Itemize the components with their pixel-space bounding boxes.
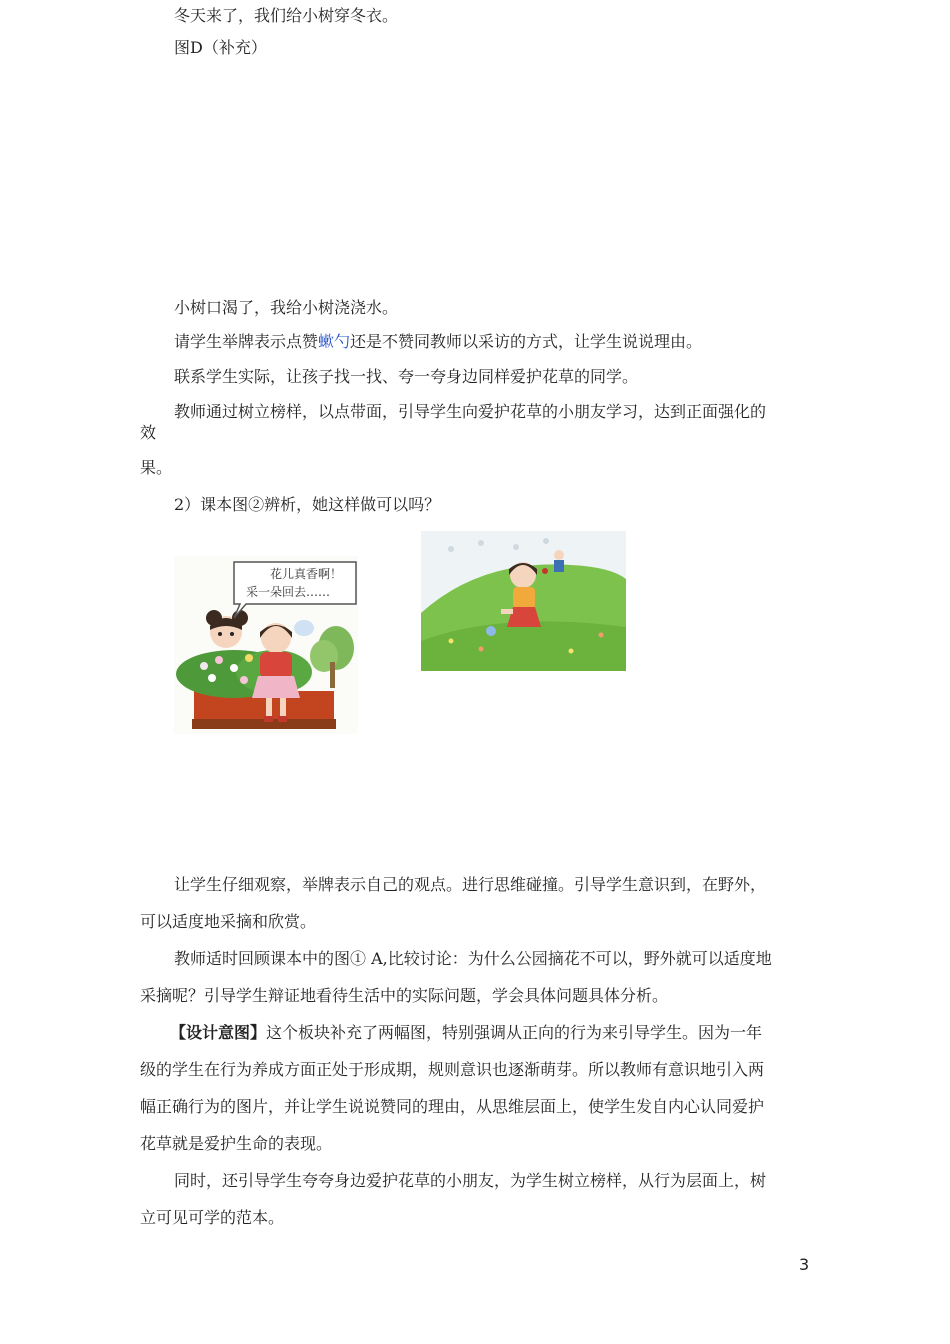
girl-meadow-drawing bbox=[421, 531, 626, 671]
text-line: 联系学生实际，让孩子找一找、夸一夸身边同样爱护花草的同学。 bbox=[174, 367, 639, 386]
text-line: 幅正确行为的图片，并让学生说说赞同的理由，从思维层面上，使学生发自内心认同爱护 bbox=[140, 1097, 765, 1116]
figure-caption: 图D（补充） bbox=[174, 38, 267, 57]
text-line: 级的学生在行为养成方面正处于形成期，规则意识也逐渐萌芽。所以教师有意识地引入两 bbox=[140, 1060, 765, 1079]
page-number: 3 bbox=[799, 1255, 810, 1274]
text-line: 让学生仔细观察，举牌表示自己的观点。进行思维碰撞。引导学生意识到，在野外， bbox=[174, 875, 767, 894]
speech-bubble-line: 花儿真香啊！ bbox=[270, 567, 343, 581]
text-segment: 这个板块补充了两幅图，特别强调从正向的行为来引导学生。因为一年 bbox=[266, 1023, 763, 1042]
link-text[interactable]: 𧐁勺 bbox=[318, 332, 351, 351]
design-intent-label: 【设计意图】 bbox=[170, 1023, 267, 1042]
text-line bbox=[170, 1022, 762, 1044]
text-segment: 还是不赞同教师以采访的方式，让学生说说理由。 bbox=[350, 332, 703, 351]
text-line: 果。 bbox=[140, 458, 173, 477]
text-segment: 请学生举牌表示点赞 bbox=[174, 332, 319, 351]
text-line: 教师通过树立榜样，以点带面，引导学生向爱护花草的小朋友学习，达到正面强化的 bbox=[174, 402, 767, 421]
illustration-girl-meadow bbox=[421, 531, 626, 671]
text-line: 可以适度地采摘和欣赏。 bbox=[140, 912, 317, 931]
text-line: 冬天来了，我们给小树穿冬衣。 bbox=[174, 6, 399, 25]
text-line: 采摘呢？引导学生辩证地看待生活中的实际问题，学会具体问题具体分析。 bbox=[140, 986, 669, 1005]
text-line bbox=[174, 331, 702, 353]
text-line: 立可见可学的范本。 bbox=[140, 1208, 285, 1227]
illustration-girls-flowerbed bbox=[174, 556, 358, 734]
text-line: 2）课本图②辨析，她这样做可以吗？ bbox=[174, 495, 441, 514]
text-line: 同时，还引导学生夸夸身边爱护花草的小朋友，为学生树立榜样，从行为层面上，树 bbox=[174, 1171, 767, 1190]
text-line: 小树口渴了，我给小树浇浇水。 bbox=[174, 298, 399, 317]
text-line: 花草就是爱护生命的表现。 bbox=[140, 1134, 333, 1153]
speech-bubble-line: 采一朵回去…… bbox=[246, 585, 331, 599]
text-line: 教师适时回顾课本中的图① A,比较讨论：为什么公园摘花不可以，野外就可以适度地 bbox=[174, 949, 772, 968]
text-line: 效 bbox=[140, 423, 157, 442]
